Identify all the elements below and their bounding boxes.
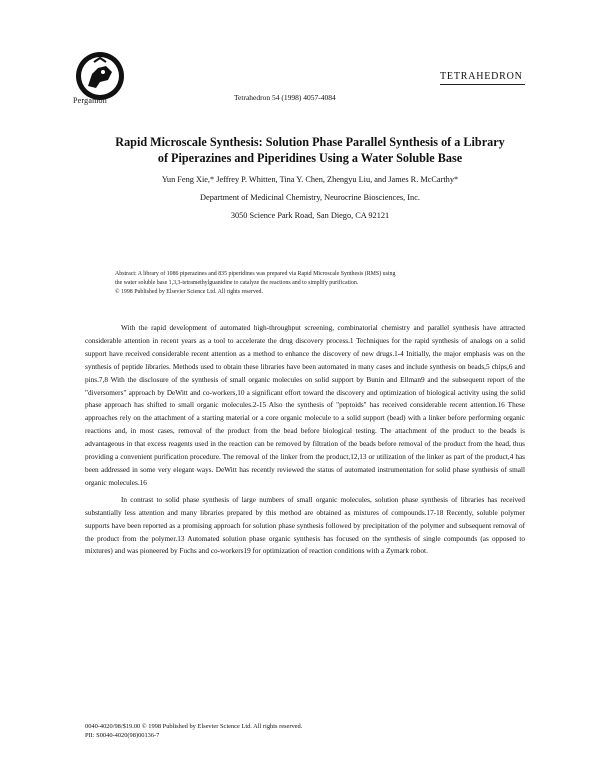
article-title [80,134,540,166]
author-list: Yun Feng Xie,* Jeffrey P. Whitten, Tina Y. Chen, Zhengyu Liu, and James R. McCarthy* [161,175,459,184]
affiliation-address: 3050 Science Park Road, San Diego, CA 92121 [230,211,390,220]
abstract-text: the water soluble base 1,3,3-tetramethylguanidine to catalyze the reactions and to simplify purification. [115,280,359,287]
abstract-text: Abstract: A library of 1086 piperazines and 835 piperidines was prepared via Rapid Microscale Synthesis (RMS) using [115,271,396,277]
journal-name: TETRAHEDRON [440,71,523,82]
page-footer [85,722,302,740]
abstract [115,270,505,298]
article-body [85,322,525,558]
publisher-name: Pergamon [73,96,107,105]
title-line: of Piperazines and Piperidines Using a Water Soluble Base [157,151,463,165]
footer-pii: PII: S0040-4020(98)00136-7 [85,732,160,739]
title-line: Rapid Microscale Synthesis: Solution Phase Parallel Synthesis of a Library [115,135,505,149]
affiliation-department: Department of Medicinal Chemistry, Neurocrine Biosciences, Inc. [200,193,420,202]
body-paragraph: With the rapid development of automated high-throughput screening, combinatorial chemistry and parallel synthesis have attracted considerable attention in recent years as a tool to accelerate the drug discovery process.1 Techniques for the rapid synthesis of analogs on a solid support have received considerable recent attention as a method to enhance the discovery of new drugs.1-4 Initially, the major emphasis was on the synthesis of peptide libraries. Methods used to obtain these libraries have been automated in many cases and include synthesis on beads,5 chips,6 and pins.7,8 With the disclosure of the synthesis of small organic molecules on solid support by Bunin and Ellman9 and the subsequent report of the "diversomers" approach by DeWitt and co-workers,10 a significant effort toward the discovery and optimization of biological activity using the solid phase approach has shifted to small organic molecules.2-15 Also the synthesis of "peptoids" has received considerable recent attention.16 These approaches rely on the attachment of a starting material or a core organic molecule to a solid support (bead) with a linker before performing organic reactions and, in most cases, removal of the product from the bead before biological testing. The attachment of the product to the beads is advantageous in that excess reagents used in the reaction can be removed by filtration of the beads before removal of the product from the head, thus providing a convenient purification procedure. The removal of the linker from the product,12,13 or utilization of the linker as part of the product,4 has been addressed in some very elegant ways. DeWitt has recently reviewed the status of automated instrumentation for solid phase synthesis of small organic molecules.16 [85,324,525,487]
journal-citation: Tetrahedron 54 (1998) 4057-4084 [234,93,336,102]
body-paragraph: In contrast to solid phase synthesis of large numbers of small organic molecules, solution phase synthesis of libraries has received substantially less attention and many libraries prepared by this method are obtained as mixtures of compounds.17-18 Recently, soluble polymer supports have been reported as a promising approach for solution phase synthesis followed by precipitation of the polymer and subsequent removal of the product from the polymer.13 Automated solution phase organic synthesis has focused on the synthesis of single compounds (as opposed to mixtures) and was pioneered by Fuchs and co-workers19 for optimization of reaction conditions with a Zymark robot. [85,495,525,556]
copyright-notice: © 1998 Published by Elsevier Science Ltd. All rights reserved. [115,289,263,296]
journal-name-rule [440,84,525,85]
footer-copyright: 0040-4020/98/$19.00 © 1998 Published by Elsevier Science Ltd. All rights reserved. [85,723,303,730]
